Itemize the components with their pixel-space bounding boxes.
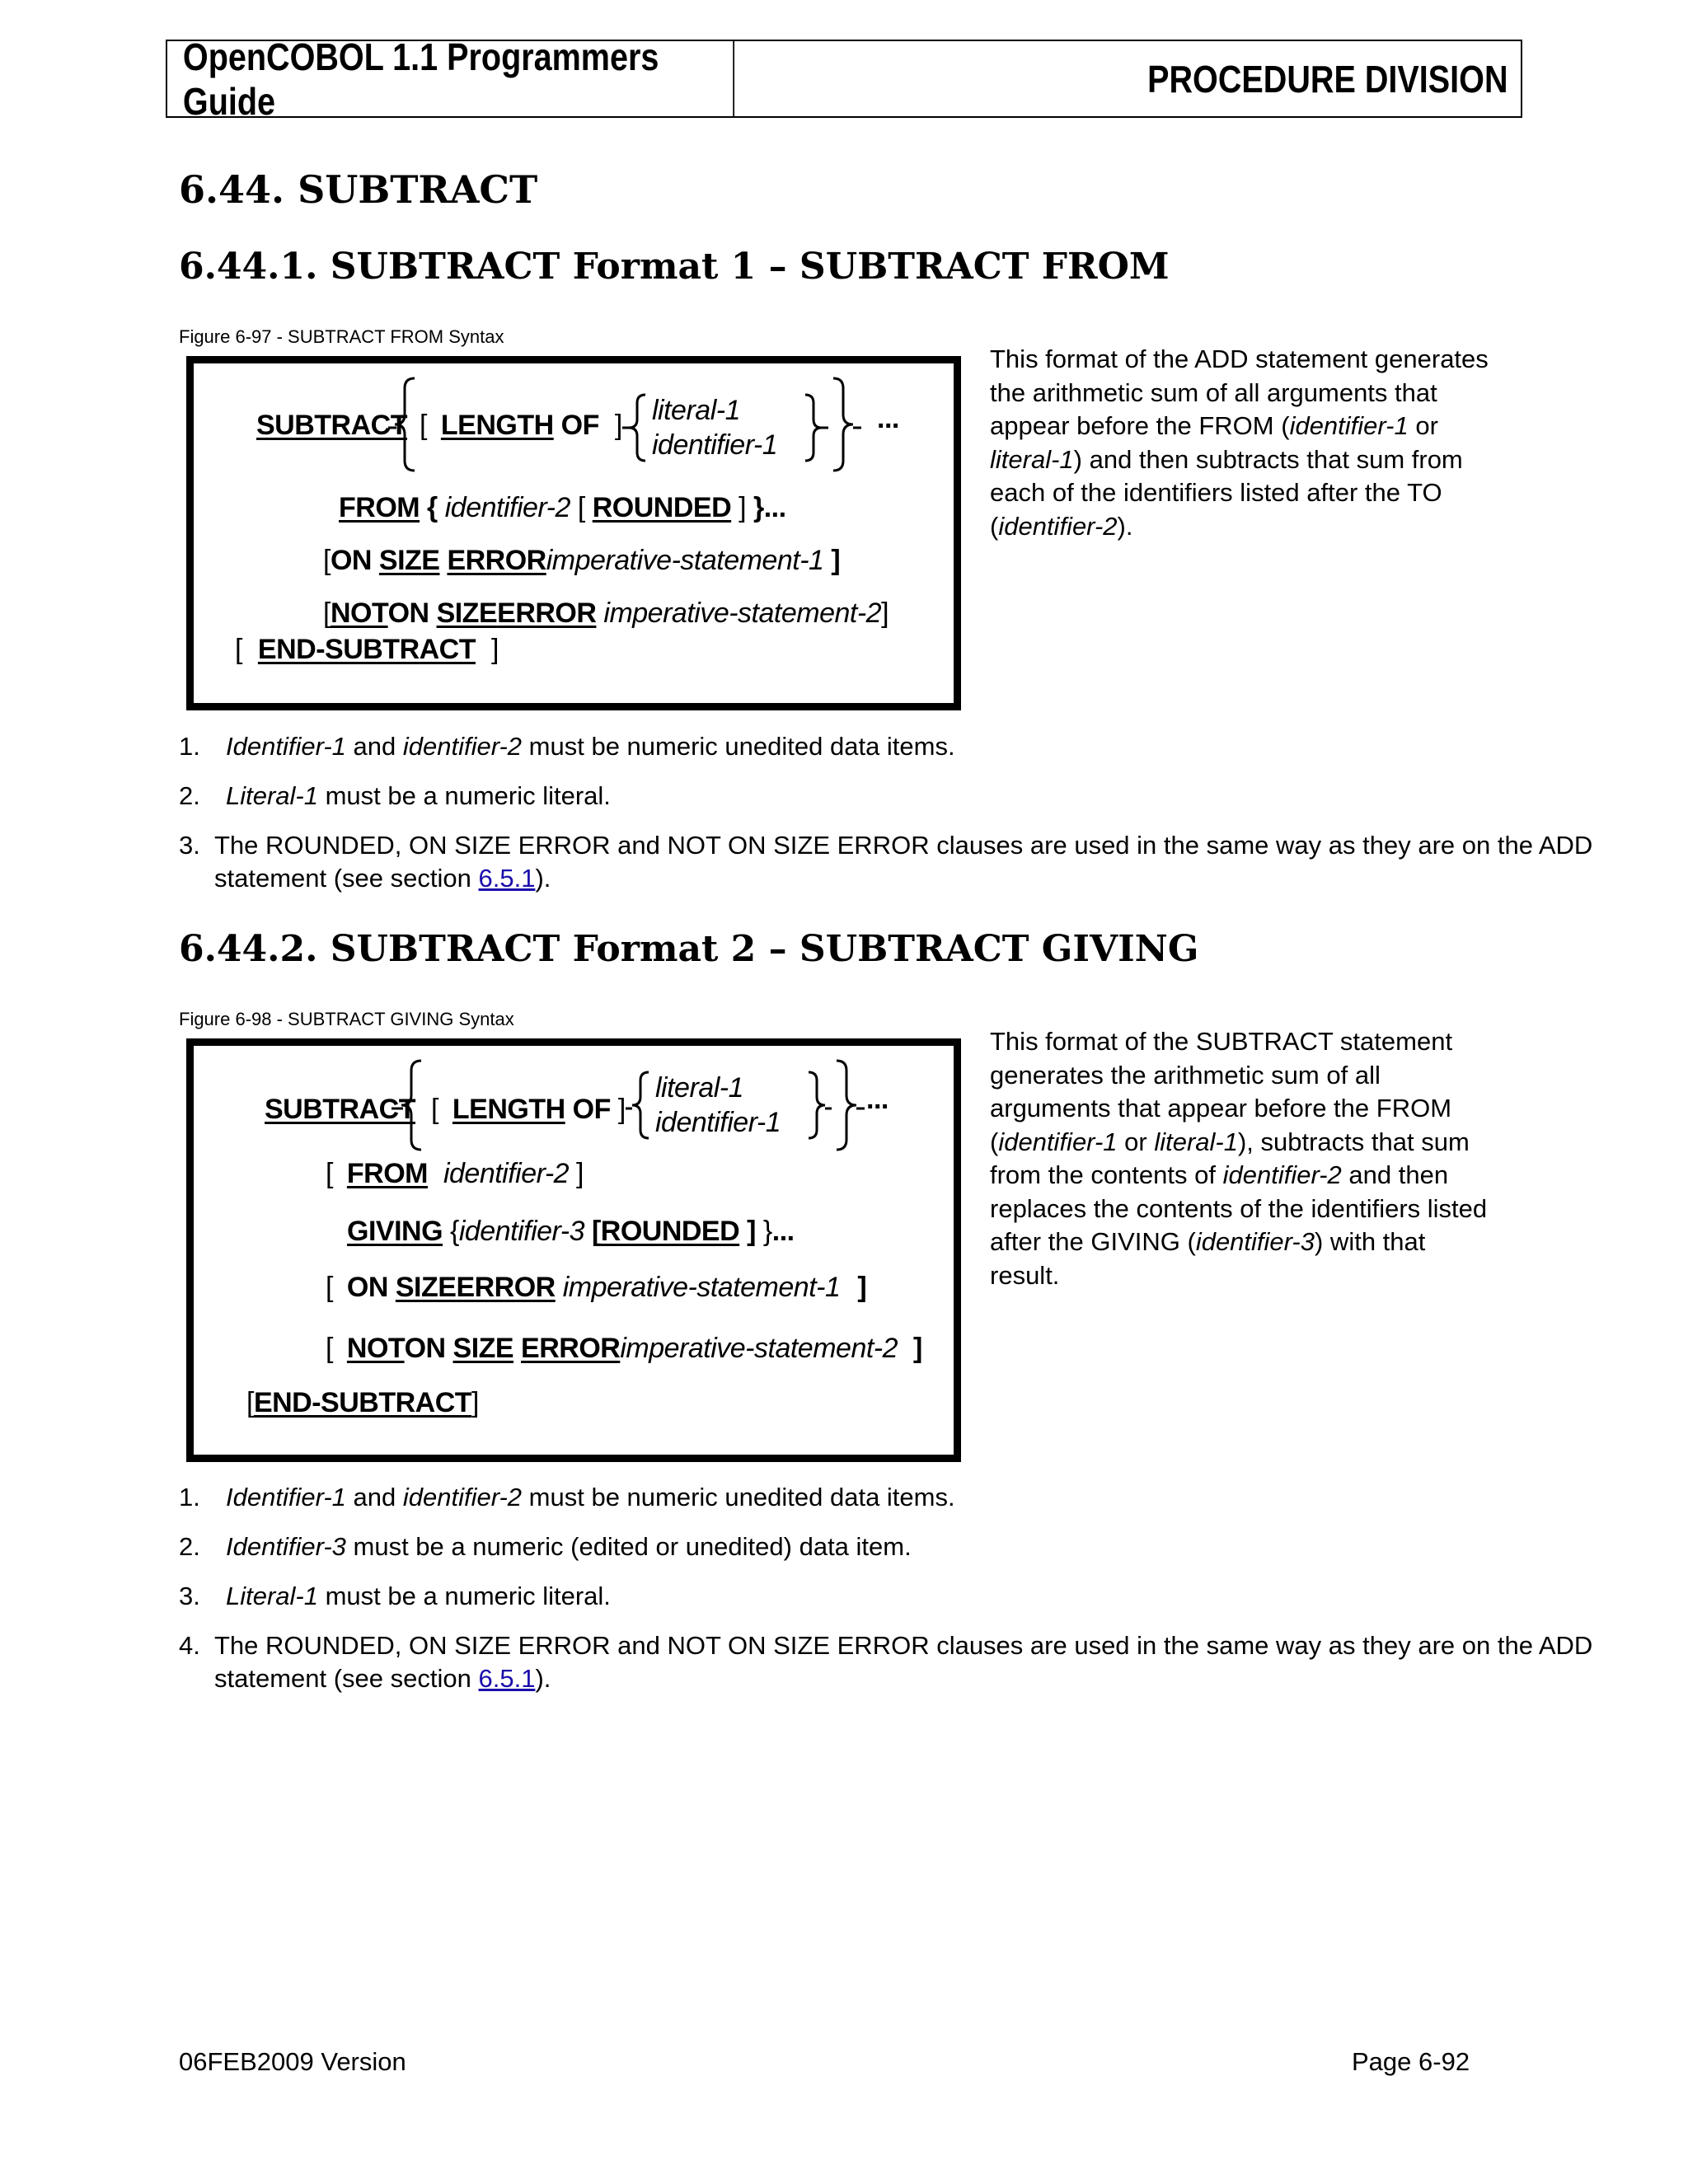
error-keyword: ERROR bbox=[456, 1272, 556, 1303]
identifier-1: identifier-1 bbox=[655, 1107, 781, 1138]
not-keyword: NOT bbox=[346, 1333, 405, 1364]
from-keyword: FROM bbox=[346, 1158, 428, 1189]
length-lbracket: [ bbox=[420, 410, 427, 441]
literal-1: literal-1 bbox=[655, 1072, 743, 1104]
header-section: PROCEDURE DIVISION bbox=[1147, 57, 1508, 101]
giving-keyword: GIVING bbox=[347, 1216, 443, 1247]
footer-version: 06FEB2009 Version bbox=[179, 2047, 406, 2076]
ellipsis: ... bbox=[877, 403, 899, 434]
format2-syntax-box: SUBTRACT [ LENGTH OF ] literal-1 identifier-1 ... [ FROM identifier-2 ] GIVING {identifier-3 [ROUNDED ] }... [ ON SIZEERROR imperative-statement-1 ] [ NOTON SIZE ERRORimperative-statement-2 ] [END-SUBTRACT] bbox=[186, 1038, 961, 1462]
rounded-keyword: ROUNDED bbox=[592, 492, 732, 523]
size-keyword: SIZE bbox=[395, 1272, 457, 1303]
ellipsis: ... bbox=[866, 1084, 889, 1115]
section-link[interactable]: 6.5.1 bbox=[478, 864, 536, 893]
identifier-2: identifier-2 bbox=[443, 1158, 570, 1189]
inner-right-brace bbox=[809, 1072, 825, 1138]
identifier-3: identifier-3 bbox=[458, 1216, 584, 1247]
of-keyword: OF bbox=[560, 410, 599, 441]
not-keyword: NOT bbox=[330, 598, 388, 629]
imperative-statement-1: imperative-statement-1 bbox=[562, 1272, 841, 1303]
section-title: 6.44. SUBTRACT bbox=[179, 167, 538, 212]
format1-caption: Figure 6-97 - SUBTRACT FROM Syntax bbox=[179, 326, 504, 347]
inner-right-brace bbox=[805, 395, 822, 461]
page-header bbox=[166, 35, 1522, 123]
format2-heading: 6.44.2. SUBTRACT Format 2 – SUBTRACT GIVING bbox=[179, 928, 1199, 970]
outer-right-brace bbox=[837, 1061, 856, 1150]
length-rbracket: ] bbox=[614, 410, 622, 441]
outer-right-brace bbox=[833, 378, 853, 471]
identifier-1: identifier-1 bbox=[652, 429, 778, 461]
size-keyword: SIZE bbox=[378, 545, 440, 576]
on-keyword: ON bbox=[346, 1272, 388, 1303]
subtract-keyword: SUBTRACT bbox=[265, 1094, 415, 1125]
error-keyword: ERROR bbox=[447, 545, 546, 576]
imperative-statement-2: imperative-statement-2 bbox=[620, 1333, 898, 1364]
imperative-statement-1: imperative-statement-1 bbox=[546, 545, 824, 576]
length-keyword: LENGTH bbox=[452, 1094, 565, 1125]
on-keyword: ON bbox=[330, 545, 372, 576]
of-keyword: OF bbox=[572, 1094, 611, 1125]
footer-page-number: Page 6-92 bbox=[1352, 2047, 1470, 2076]
end-subtract-keyword: END-SUBTRACT bbox=[257, 634, 476, 665]
format2-description: This format of the SUBTRACT statement generates the arithmetic sum of all arguments that appear before the FROM (identifier-1 or literal-1), subtracts that sum from the contents of identifier-2 and then replaces the contents of the identifiers listed after the GIVING (identifier-3) with that result. bbox=[990, 1027, 1488, 1290]
format1-syntax-box: SUBTRACT [ LENGTH OF ] literal-1 identifier-1 ... FROM { identifier-2 [ ROUNDED ] }... [ON SIZE ERRORimperative-statement-1 ] [NOTON SIZEERROR imperative-statement-2] [ END-SUBTRACT ] bbox=[186, 356, 961, 710]
from-keyword: FROM bbox=[339, 492, 420, 523]
section-link[interactable]: 6.5.1 bbox=[478, 1664, 536, 1693]
format2-caption: Figure 6-98 - SUBTRACT GIVING Syntax bbox=[179, 1009, 514, 1029]
imperative-statement-2: imperative-statement-2 bbox=[603, 598, 882, 629]
format1-description: This format of the ADD statement generates the arithmetic sum of all arguments that appear before the FROM (identifier-1 or literal-1) and then subtracts that sum from each of the identifiers listed after the TO (identifier-2). bbox=[990, 344, 1489, 541]
length-keyword: LENGTH bbox=[440, 410, 554, 441]
list-item: 3. The ROUNDED, ON SIZE ERROR and NOT ON SIZE ERROR clauses are used in the same way as they are on the ADD statement (see section 6.5.1). bbox=[179, 831, 1593, 893]
list-item: 4. The ROUNDED, ON SIZE ERROR and NOT ON SIZE ERROR clauses are used in the same way as they are on the ADD statement (see section 6.5.1). bbox=[179, 1631, 1593, 1693]
iner-left-brace bbox=[632, 1072, 649, 1138]
inner-left-brace bbox=[629, 395, 645, 461]
format1-heading: 6.44.1. SUBTRACT Format 1 – SUBTRACT FROM bbox=[179, 246, 1170, 288]
rounded-keyword: ROUNDED bbox=[600, 1216, 740, 1247]
header-title: OpenCOBOL 1.1 Programmers Guide bbox=[167, 41, 734, 116]
literal-1: literal-1 bbox=[652, 395, 740, 426]
identifier-2: identifier-2 bbox=[444, 492, 570, 523]
end-subtract-keyword: END-SUBTRACT bbox=[253, 1387, 472, 1418]
subtract-keyword: SUBTRACT bbox=[256, 410, 407, 441]
